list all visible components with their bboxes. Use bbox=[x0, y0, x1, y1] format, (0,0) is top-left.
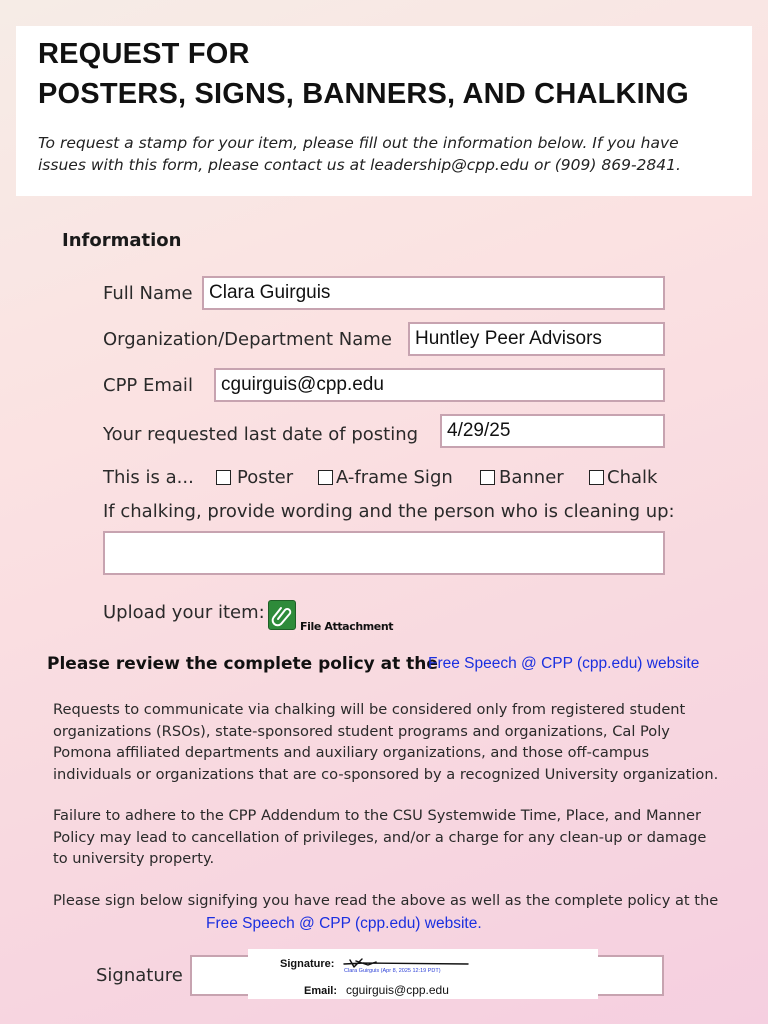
type-label: This is a... bbox=[103, 467, 194, 488]
section-heading-information: Information bbox=[62, 230, 182, 251]
signature-caption: Signature: bbox=[280, 958, 335, 970]
email-caption: Email: bbox=[304, 985, 338, 997]
a-frame-label: A-frame Sign bbox=[336, 467, 453, 488]
signature-label: Signature bbox=[96, 965, 183, 986]
policy-p1-line: organizations (RSOs), state-sponsored student programs and organizations, Cal Poly bbox=[53, 722, 670, 740]
option-a-frame-sign[interactable] bbox=[318, 467, 453, 488]
policy-p2-line: to university property. bbox=[53, 850, 215, 867]
chalk-label: Chalk bbox=[607, 467, 658, 488]
policy-p2-line: Failure to adhere to the CPP Addendum to the CSU Systemwide Time, Place, and Manner bbox=[53, 807, 701, 824]
signer-email: cguirguis@cpp.edu bbox=[346, 983, 449, 997]
paperclip-icon[interactable] bbox=[268, 600, 296, 630]
policy-p2-line: Policy may lead to cancellation of privileges, and/or a charge for any clean-up or damage bbox=[53, 828, 707, 846]
banner-checkbox[interactable] bbox=[480, 470, 495, 485]
policy-p1-line: Pomona affiliated departments and auxiliary organizations, and those off-campus bbox=[53, 744, 650, 761]
policy-paragraph-3: Please sign below signifying you have read the above as well as the complete policy at the bbox=[53, 892, 719, 909]
signature-block bbox=[248, 949, 598, 999]
full-name-field[interactable]: Clara Guirguis bbox=[202, 276, 665, 310]
signature-meta: Clara Guirguis (Apr 8, 2025 12:19 PDT) bbox=[344, 968, 441, 974]
email-label: CPP Email bbox=[103, 375, 193, 396]
intro-text bbox=[38, 132, 738, 176]
policy-p1-line: Requests to communicate via chalking will be considered only from registered student bbox=[53, 701, 686, 718]
file-attachment-label: File Attachment bbox=[300, 620, 394, 633]
a-frame-checkbox[interactable] bbox=[318, 470, 333, 485]
form-title bbox=[38, 34, 689, 114]
poster-label: Poster bbox=[237, 467, 294, 488]
option-poster[interactable] bbox=[216, 467, 293, 488]
date-field[interactable]: 4/29/25 bbox=[440, 414, 665, 448]
free-speech-link-2[interactable]: Free Speech @ CPP (cpp.edu) website. bbox=[206, 915, 482, 932]
org-label: Organization/Department Name bbox=[103, 329, 392, 350]
banner-label: Banner bbox=[499, 467, 564, 488]
full-name-label: Full Name bbox=[103, 283, 193, 304]
policy-p1-line: individuals or organizations that are co-sponsored by a recognized University organization. bbox=[53, 765, 719, 783]
upload-label: Upload your item: bbox=[103, 602, 265, 623]
chalk-instructions-label: If chalking, provide wording and the person who is cleaning up: bbox=[103, 501, 675, 522]
chalk-wording-field[interactable] bbox=[103, 531, 665, 575]
title-line-2: POSTERS, SIGNS, BANNERS, AND CHALKING bbox=[38, 78, 689, 110]
org-field[interactable]: Huntley Peer Advisors bbox=[408, 322, 665, 356]
policy-paragraph-1 bbox=[53, 699, 753, 785]
option-chalk[interactable] bbox=[589, 467, 657, 488]
policy-paragraph-2 bbox=[53, 805, 753, 870]
intro-line-1: To request a stamp for your item, please fill out the information below. If you have bbox=[38, 134, 679, 152]
policy-heading: Please review the complete policy at the bbox=[47, 654, 438, 674]
free-speech-link[interactable]: Free Speech @ CPP (cpp.edu) website bbox=[428, 655, 700, 672]
poster-checkbox[interactable] bbox=[216, 470, 231, 485]
email-field[interactable]: cguirguis@cpp.edu bbox=[214, 368, 665, 402]
intro-line-2: issues with this form, please contact us at leadership@cpp.edu or (909) 869-2841. bbox=[38, 156, 681, 174]
chalk-checkbox[interactable] bbox=[589, 470, 604, 485]
title-line-1: REQUEST FOR bbox=[38, 38, 250, 70]
date-label: Your requested last date of posting bbox=[103, 424, 419, 445]
option-banner[interactable] bbox=[480, 467, 564, 488]
